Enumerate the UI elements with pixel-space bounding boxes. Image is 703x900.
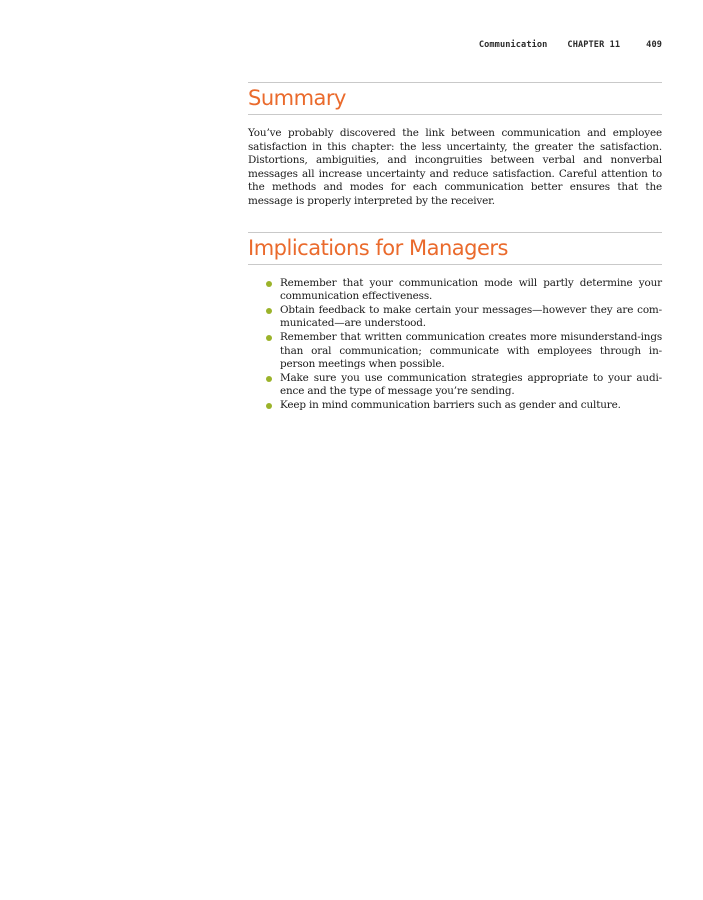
list-item-text: Obtain feedback to make certain your messages—however they are com-municated—are understood. <box>280 303 662 330</box>
summary-paragraph: You’ve probably discovered the link between communication and employee satisfaction in this chapter: the less uncertainty, the greater the satisfaction. Distortions, ambiguities, and incongruities between verbal and nonverbal messages all increase uncertainty and reduce satisfaction. Careful attention to the methods and modes for each communication better ensures that the message is properly interpreted by the receiver. <box>248 127 662 207</box>
page-number: 409 <box>646 40 662 50</box>
bullet-icon <box>266 335 272 341</box>
summary-heading-block <box>248 82 662 115</box>
implications-heading-block <box>248 232 662 265</box>
list-item <box>248 304 662 331</box>
list-item-text: Make sure you use communication strategies appropriate to your audi-ence and the type of message you’re sending. <box>280 371 662 398</box>
bullet-icon <box>266 281 272 287</box>
implications-heading: Implications for Managers <box>248 235 508 260</box>
running-header <box>479 39 662 51</box>
list-item-text: Keep in mind communication barriers such as gender and culture. <box>280 398 621 411</box>
page-body <box>248 82 662 413</box>
implications-list <box>248 277 662 413</box>
list-item <box>248 399 662 413</box>
running-head-chapter: CHAPTER 11 <box>567 40 621 50</box>
list-item-text: Remember that your communication mode will partly determine your communication effectiveness. <box>280 276 662 303</box>
bullet-icon <box>266 403 272 409</box>
list-item-text: Remember that written communication creates more misunderstand-ings than oral communication; communicate with employees through in-person meetings when possible. <box>280 330 662 371</box>
bullet-icon <box>266 376 272 382</box>
list-item <box>248 372 662 399</box>
list-item <box>248 331 662 372</box>
running-head-section: Communication <box>478 40 548 50</box>
bullet-icon <box>266 308 272 314</box>
summary-heading: Summary <box>248 86 346 110</box>
list-item <box>248 277 662 304</box>
